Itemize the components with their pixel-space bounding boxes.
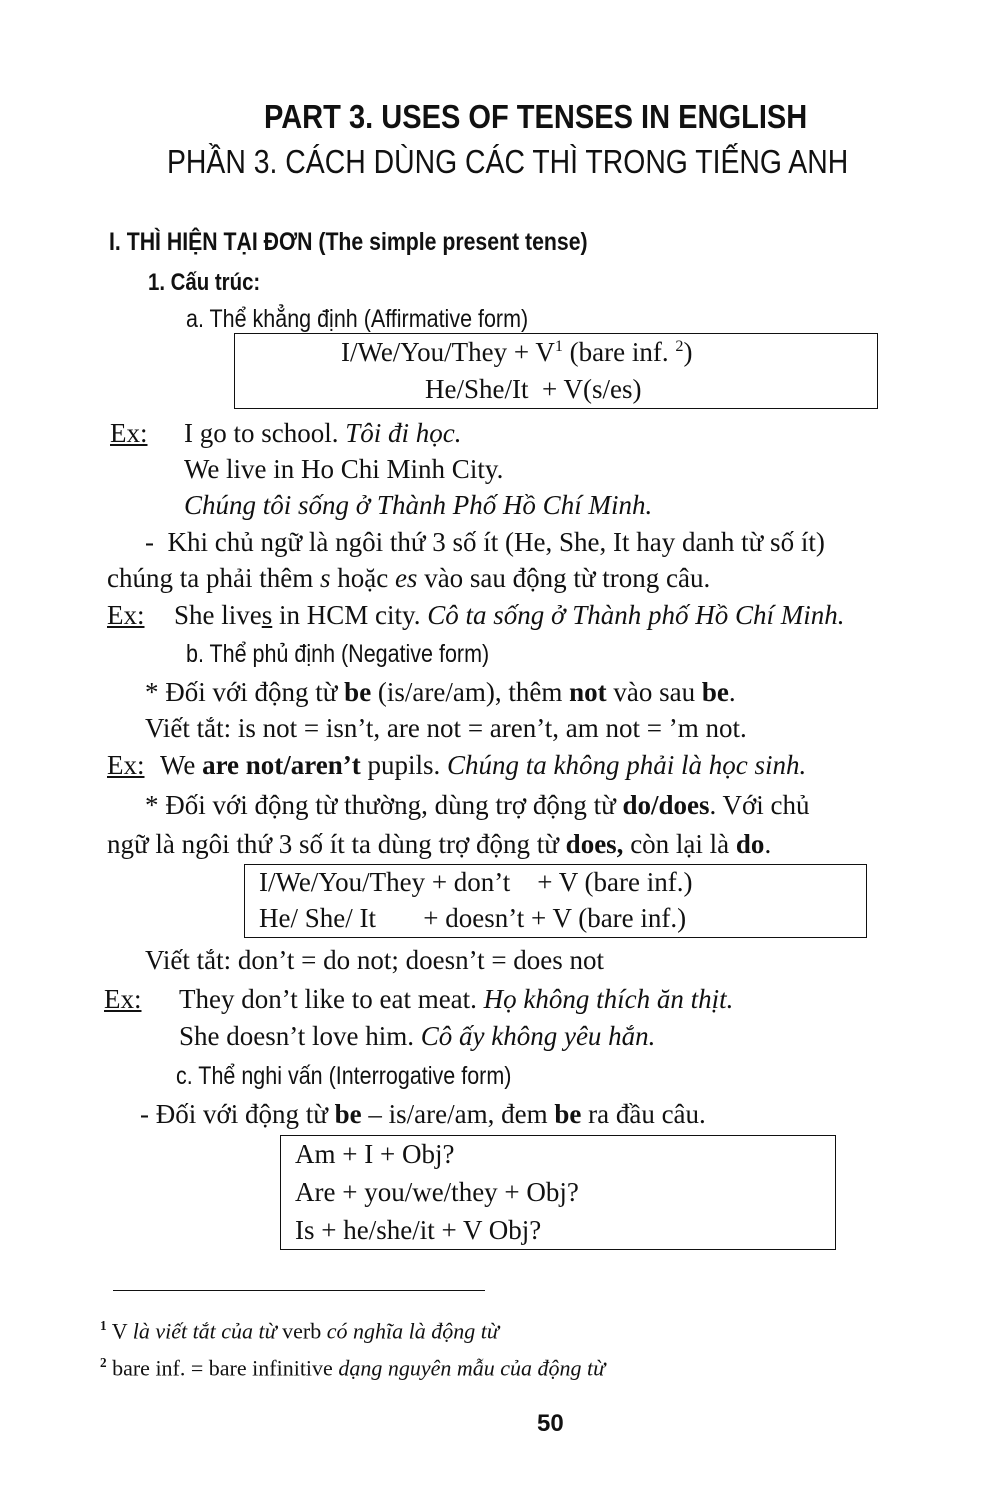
affirmative-example-2: We live in Ho Chi Minh City.: [184, 454, 504, 484]
footnote-divider: [113, 1290, 485, 1291]
page-title-vi: PHẦN 3. CÁCH DÙNG CÁC THÌ TRONG TIẾNG ANH: [167, 143, 849, 180]
affirmative-example-2-translation: Chúng tôi sống ở Thành Phố Hồ Chí Minh.: [184, 490, 653, 520]
negative-example-1: We are not/aren’t pupils. Chúng ta không phải là học sinh.: [160, 750, 807, 780]
negative-example-2: They don’t like to eat meat. Họ không thích ăn thịt.: [179, 984, 734, 1014]
interrogative-formula-box: [280, 1135, 836, 1250]
interrogative-formula-line1: Am + I + Obj?: [295, 1139, 455, 1169]
subheading-structure: 1. Cấu trúc:: [148, 269, 261, 296]
affirmative-label: a. Thể khẳng định (Affirmative form): [186, 305, 529, 333]
section-heading: I. THÌ HIỆN TẠI ĐƠN (The simple present tense): [109, 228, 588, 256]
negative-label: b. Thể phủ định (Negative form): [186, 640, 490, 668]
negative-abbreviation: Viết tắt: don’t = do not; doesn’t = does not: [145, 945, 605, 975]
example-label: Ex:: [107, 750, 145, 780]
affirmative-formula-line1: I/We/You/They + $V^1$ (bare inf. $^2$): [341, 337, 693, 367]
negative-be-abbreviation: Viết tắt: is not = isn’t, are not = aren’t, am not = ’m not.: [145, 713, 747, 743]
negative-formula-box: [244, 864, 867, 938]
interrogative-label: c. Thể nghi vấn (Interrogative form): [176, 1062, 512, 1090]
page-title-en: PART 3. USES OF TENSES IN ENGLISH: [264, 98, 808, 135]
interrogative-formula-line3: Is + he/she/it + V Obj?: [295, 1215, 542, 1245]
third-person-note-line1: - Khi chủ ngữ là ngôi thứ 3 số ít (He, She, It hay danh từ số ít): [145, 527, 825, 557]
negative-be-rule: * Đối với động từ be (is/are/am), thêm not vào sau be.: [145, 677, 736, 707]
negative-ordinary-verb-rule-line1: * Đối với động từ thường, dùng trợ động từ do/does. Với chủ: [145, 790, 810, 820]
negative-example-3: She doesn’t love him. Cô ấy không yêu hắn.: [179, 1021, 656, 1051]
negative-ordinary-verb-rule-line2: ngữ là ngôi thứ 3 số ít ta dùng trợ động từ does, còn lại là do.: [107, 829, 772, 859]
negative-formula-line2: He/ She/ It + doesn’t + V (bare inf.): [259, 903, 687, 933]
affirmative-example-1: I go to school. Tôi đi học.: [184, 418, 462, 448]
interrogative-be-rule: - Đối với động từ be – is/are/am, đem be ra đầu câu.: [140, 1099, 706, 1129]
affirmative-formula-box: [234, 333, 878, 409]
negative-formula-line1: I/We/You/They + don’t + V (bare inf.): [259, 867, 693, 897]
affirmative-formula-line2: He/She/It + V(s/es): [425, 374, 642, 404]
example-label: Ex:: [104, 984, 142, 1014]
footnote-2: $^2$ bare inf. = bare infinitive dạng nguyên mẫu của động từ: [100, 1355, 606, 1381]
interrogative-formula-line2: Are + you/we/they + Obj?: [295, 1177, 579, 1207]
example-label: Ex:: [107, 600, 145, 630]
footnote-1: $^1$ V là viết tắt của từ verb có nghĩa là động từ: [100, 1318, 499, 1344]
example-label: Ex:: [110, 418, 148, 448]
third-person-note-line2: chúng ta phải thêm s hoặc es vào sau động từ trong câu.: [107, 563, 711, 593]
affirmative-example-3: She lives in HCM city. Cô ta sống ở Thành phố Hồ Chí Minh.: [174, 600, 845, 630]
page-number: 50: [537, 1410, 564, 1437]
